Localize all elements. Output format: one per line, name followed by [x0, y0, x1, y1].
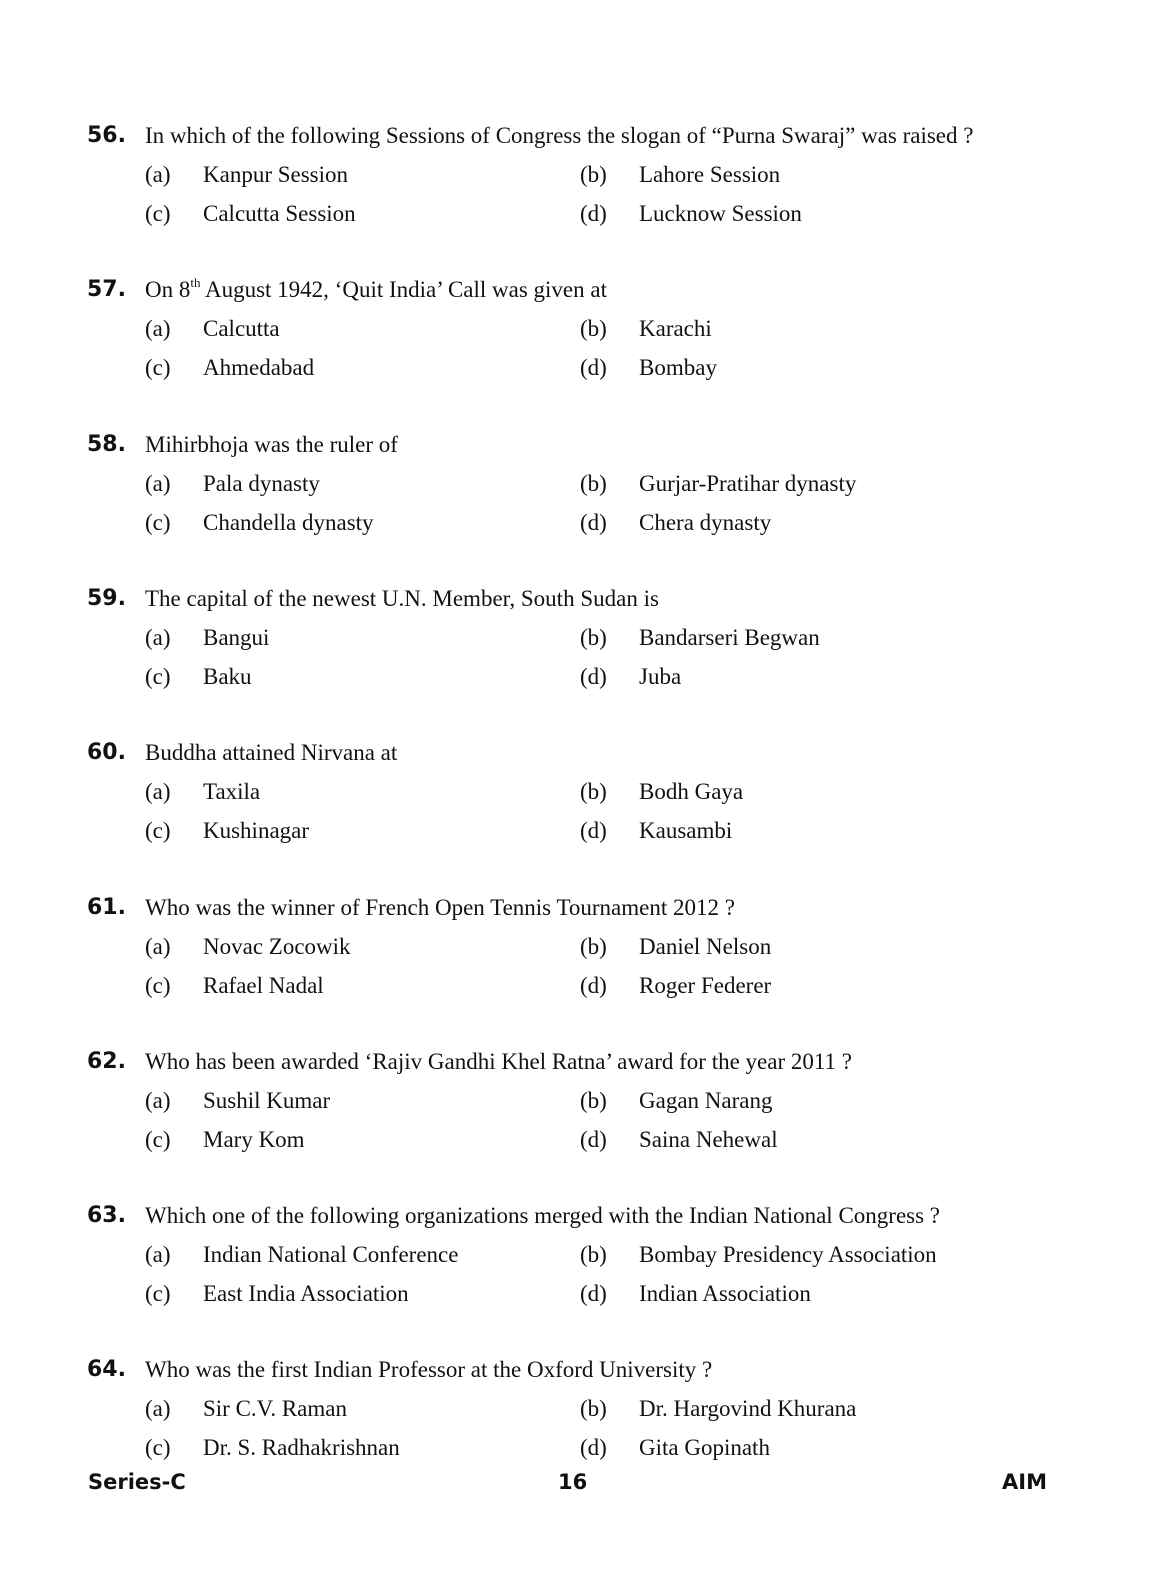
option-text: Daniel Nelson	[639, 933, 772, 959]
option-text: Calcutta	[203, 316, 280, 342]
option-label: (d)	[580, 509, 607, 535]
question-text-part: August 1942, ‘Quit India’ Call was given at	[200, 277, 607, 303]
option-label: (a)	[145, 1396, 171, 1422]
exam-code: AIM	[1002, 1470, 1047, 1494]
question-text	[145, 425, 398, 464]
option-label: (d)	[580, 1435, 607, 1461]
option-text: Ahmedabad	[203, 355, 315, 381]
question-block	[0, 270, 1153, 387]
option-label: (a)	[145, 316, 171, 342]
question-text	[145, 888, 735, 927]
option-label: (a)	[145, 162, 171, 187]
option-text: Novac Zocowik	[203, 933, 351, 959]
question-block	[0, 579, 1153, 696]
option-label: (c)	[145, 201, 171, 226]
option-text: Bandarseri Begwan	[639, 624, 820, 650]
question-number: 60.	[87, 740, 126, 766]
question-text	[145, 1350, 712, 1389]
question-number: 61.	[87, 894, 126, 920]
question-number: 62.	[87, 1048, 126, 1074]
question-number: 57.	[87, 277, 126, 303]
question-text-part: th	[190, 275, 201, 291]
option-text: Saina Nehewal	[639, 1126, 778, 1152]
option-label: (c)	[145, 355, 171, 381]
option-label: (b)	[580, 162, 607, 187]
question-text-part: Who was the first Indian Professor at the Oxford University ?	[145, 1357, 713, 1383]
option-text: Lucknow Session	[639, 201, 802, 226]
option-text: Indian National Conference	[203, 1242, 459, 1268]
option-text: Kausambi	[639, 818, 733, 844]
question-text-part: Which one of the following organizations merged with the Indian National Congress ?	[145, 1203, 941, 1229]
option-text: East India Association	[203, 1281, 409, 1307]
question-block	[0, 1350, 1153, 1467]
option-label: (a)	[145, 624, 171, 650]
option-label: (b)	[580, 1242, 607, 1268]
option-text: Pala dynasty	[203, 470, 320, 496]
question-text-part: The capital of the newest U.N. Member, South Sudan is	[145, 585, 659, 611]
option-label: (c)	[145, 972, 171, 998]
option-label: (a)	[145, 933, 171, 959]
option-text: Chera dynasty	[639, 509, 772, 535]
option-text: Mary Kom	[203, 1126, 305, 1152]
question-text	[145, 1196, 940, 1235]
option-label: (b)	[580, 1396, 607, 1422]
option-text: Gagan Narang	[639, 1087, 773, 1113]
option-label: (c)	[145, 1281, 171, 1307]
option-label: (d)	[580, 355, 607, 381]
question-number: 58.	[87, 431, 126, 457]
option-label: (b)	[580, 1087, 607, 1113]
option-label: (c)	[145, 509, 171, 535]
question-text	[145, 116, 973, 155]
question-text-part: Buddha attained Nirvana at	[145, 740, 398, 766]
question-block	[0, 733, 1153, 850]
question-block	[0, 116, 1153, 233]
question-block	[0, 1042, 1153, 1159]
question-text	[145, 733, 397, 772]
option-label: (c)	[145, 1435, 171, 1461]
option-text: Sushil Kumar	[203, 1087, 331, 1113]
option-text: Kushinagar	[203, 818, 310, 844]
option-text: Baku	[203, 663, 252, 689]
series-label: Series-C	[88, 1470, 186, 1494]
question-block	[0, 425, 1153, 542]
option-text: Juba	[639, 663, 682, 689]
question-text	[145, 579, 659, 618]
option-text: Chandella dynasty	[203, 509, 374, 535]
option-label: (c)	[145, 1126, 171, 1152]
option-text: Gurjar-Pratihar dynasty	[639, 470, 857, 496]
option-text: Dr. S. Radhakrishnan	[203, 1435, 400, 1461]
option-label: (a)	[145, 1242, 171, 1268]
option-text: Bangui	[203, 624, 270, 650]
option-text: Karachi	[639, 316, 712, 342]
option-label: (b)	[580, 933, 607, 959]
option-label: (a)	[145, 1087, 171, 1113]
page-footer	[0, 1470, 1153, 1500]
question-text-part: Mihirbhoja was the ruler of	[145, 431, 398, 457]
question-number: 63.	[87, 1203, 126, 1229]
question-text	[145, 1042, 852, 1081]
question-number: 64.	[87, 1357, 126, 1383]
question-text-part: Who has been awarded ‘Rajiv Gandhi Khel Ratna’ award for the year 2011 ?	[145, 1048, 852, 1074]
option-label: (d)	[580, 972, 607, 998]
option-text: Lahore Session	[639, 162, 781, 187]
option-label: (d)	[580, 818, 607, 844]
question-text-part: In which of the following Sessions of Congress the slogan of “Purna Swaraj” was raised ?	[145, 123, 974, 148]
question-block	[0, 888, 1153, 1005]
question-text-part: Who was the winner of French Open Tennis Tournament 2012 ?	[145, 894, 735, 920]
option-text: Taxila	[203, 779, 261, 805]
option-text: Bombay	[639, 355, 717, 381]
option-label: (d)	[580, 201, 607, 226]
option-label: (b)	[580, 316, 607, 342]
option-label: (c)	[145, 663, 171, 689]
option-text: Indian Association	[639, 1281, 811, 1307]
option-text: Dr. Hargovind Khurana	[639, 1396, 857, 1422]
option-label: (a)	[145, 470, 171, 496]
option-text: Calcutta Session	[203, 201, 356, 226]
question-text	[145, 270, 607, 309]
option-text: Bombay Presidency Association	[639, 1242, 937, 1268]
option-label: (b)	[580, 779, 607, 805]
option-label: (c)	[145, 818, 171, 844]
page-number: 16	[558, 1470, 588, 1494]
option-label: (b)	[580, 470, 607, 496]
option-label: (a)	[145, 779, 171, 805]
option-text: Gita Gopinath	[639, 1435, 770, 1461]
option-text: Bodh Gaya	[639, 779, 744, 805]
option-label: (d)	[580, 1281, 607, 1307]
question-block	[0, 1196, 1153, 1313]
option-label: (d)	[580, 663, 607, 689]
question-text-part: On 8	[145, 277, 191, 303]
option-text: Kanpur Session	[203, 162, 349, 187]
option-text: Roger Federer	[639, 972, 772, 998]
option-label: (d)	[580, 1126, 607, 1152]
option-text: Sir C.V. Raman	[203, 1396, 347, 1422]
question-number: 59.	[87, 585, 126, 611]
option-label: (b)	[580, 624, 607, 650]
option-text: Rafael Nadal	[203, 972, 324, 998]
question-number: 56.	[87, 123, 126, 148]
